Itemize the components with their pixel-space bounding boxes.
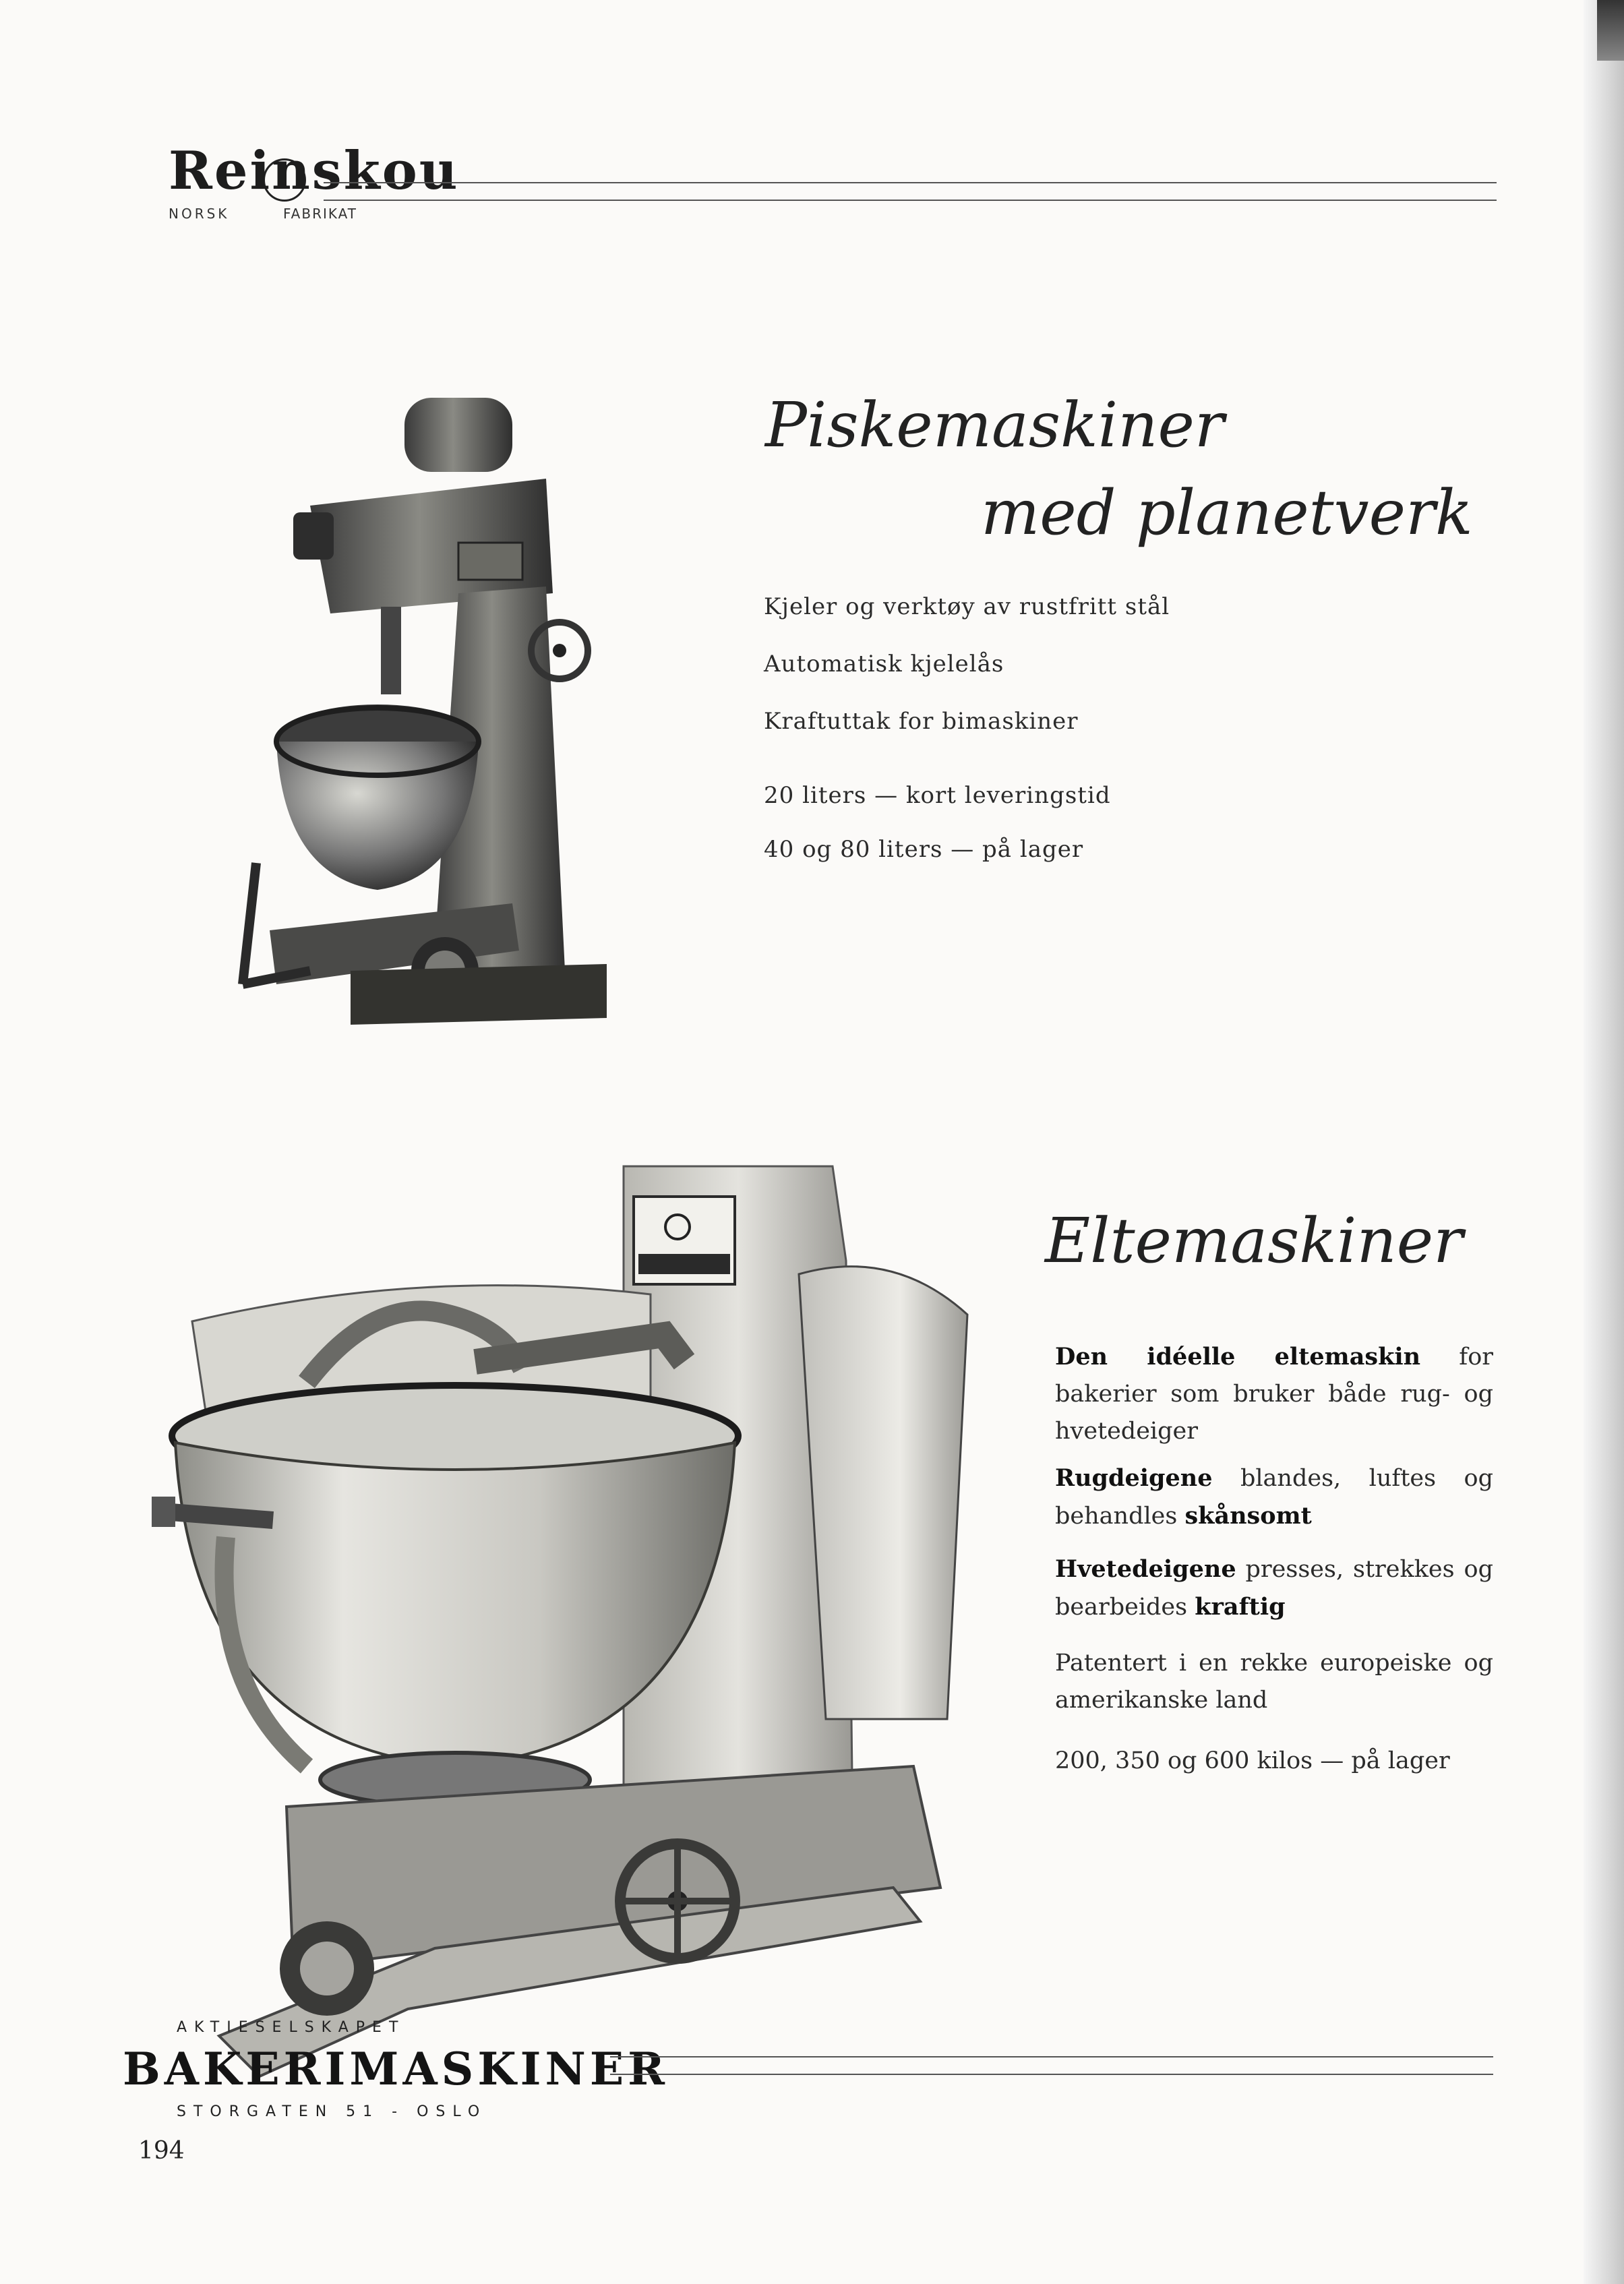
reinskou-logo	[169, 140, 460, 226]
mixer-availability-1: 20 liters — kort leveringstid	[764, 782, 1111, 809]
header-rule-bottom	[324, 200, 1497, 201]
footer-company-name: BAKERIMASKINER	[123, 2043, 669, 2095]
footer-rule-bottom	[610, 2074, 1493, 2075]
mixer-feature-1: Kjeler og verktøy av rustfritt stål	[764, 593, 1170, 620]
page-edge-shadow	[1584, 0, 1624, 2284]
kneader-paragraph-1-text: for bakerier som bruker både rug- og hvetedeiger	[1055, 1344, 1493, 1445]
kneader-paragraph-3-bold-end: kraftig	[1195, 1593, 1286, 1621]
kneader-paragraph-2	[1055, 1460, 1493, 1535]
logo-wordmark: Reinskou	[169, 140, 460, 202]
planetary-mixer-photo	[229, 391, 647, 1031]
footer-company-prefix: AKTIESELSKAPET	[177, 2019, 406, 2036]
page-number: 194	[138, 2137, 185, 2165]
mixer-feature-3: Kraftuttak for bimaskiner	[764, 708, 1079, 735]
mixer-feature-2: Automatisk kjelelås	[764, 651, 1004, 678]
page-corner-shadow	[1597, 0, 1624, 61]
header-rule-top	[324, 182, 1497, 183]
logo-subtitle-right: FABRIKAT	[283, 206, 357, 222]
kneader-paragraph-4: Patentert i en rekke europeiske og amerikanske land	[1055, 1650, 1493, 1714]
kneader-title: Eltemaskiner	[1045, 1205, 1464, 1277]
mixer-availability-2: 40 og 80 liters — på lager	[764, 836, 1084, 863]
footer-address: STORGATEN 51 - OSLO	[177, 2103, 487, 2120]
kneader-paragraph-3-bold: Hvetedeigene	[1055, 1555, 1236, 1583]
kneader-paragraph-3-text: presses, strekkes og bearbeides	[1055, 1556, 1493, 1621]
mixer-title-line2: med planetverk	[981, 477, 1473, 549]
kneader-paragraph-1-bold: Den idéelle eltemaskin	[1055, 1343, 1421, 1371]
kneader-paragraph-2-bold: Rugdeigene	[1055, 1464, 1213, 1492]
kneading-machine-photo	[152, 1160, 1015, 2137]
kneader-paragraph-5: 200, 350 og 600 kilos — på lager	[1055, 1747, 1450, 1774]
footer-rule-top	[610, 2056, 1493, 2057]
logo-subtitle-left: NORSK	[169, 206, 230, 222]
mixer-title-line1: Piskemaskiner	[765, 389, 1224, 461]
kneader-paragraph-2-bold-end: skånsomt	[1184, 1502, 1312, 1530]
kneader-paragraph-3	[1055, 1551, 1493, 1626]
kneader-paragraph-2-text: blandes, luftes og behandles	[1055, 1465, 1493, 1530]
kneader-paragraph-1	[1055, 1338, 1493, 1450]
